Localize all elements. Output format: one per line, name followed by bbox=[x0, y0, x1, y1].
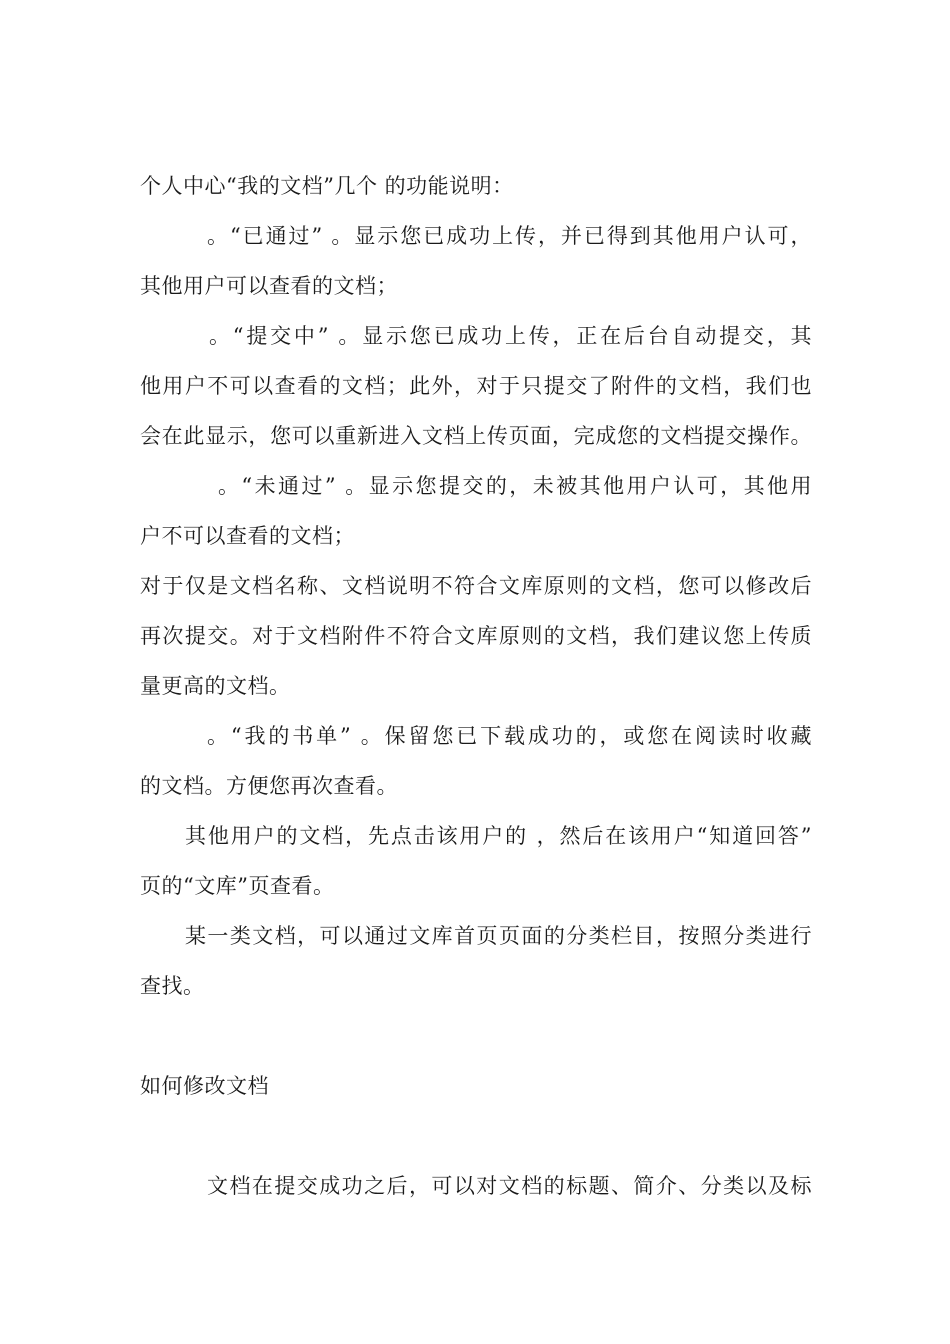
text-line-13: 的文档。方便您再次查看。 bbox=[140, 774, 398, 798]
text-line-12: 。“我的书单” 。保留您已下载成功的，或您在阅读时收藏 bbox=[207, 724, 812, 748]
text-line-8: 户不可以查看的文档； bbox=[140, 524, 355, 548]
text-line-9: 对于仅是文档名称、文档说明不符合文库原则的文档，您可以修改后 bbox=[140, 574, 812, 598]
text-line-2: 。“已通过” 。显示您已成功上传，并已得到其他用户认可， bbox=[207, 224, 812, 248]
text-line-5: 他用户不可以查看的文档；此外，对于只提交了附件的文档，我们也 bbox=[140, 374, 812, 398]
text-line-18: 文档在提交成功之后，可以对文档的标题、简介、分类以及标 bbox=[207, 1174, 812, 1198]
text-line-6: 会在此显示，您可以重新进入文档上传页面，完成您的文档提交操作。 bbox=[140, 424, 812, 448]
text-line-14: 其他用户的文档，先点击该用户的 ，然后在该用户“知道回答” bbox=[185, 824, 812, 848]
text-line-15: 页的“文库”页查看。 bbox=[140, 874, 335, 898]
text-line-11: 量更高的文档。 bbox=[140, 674, 291, 698]
text-line-17: 查找。 bbox=[140, 974, 205, 998]
text-line-7: 。“未通过” 。显示您提交的，未被其他用户认可，其他用 bbox=[218, 474, 812, 498]
text-line-10: 再次提交。对于文档附件不符合文库原则的文档，我们建议您上传质 bbox=[140, 624, 812, 648]
text-line-4: 。“提交中” 。显示您已成功上传，正在后台自动提交，其 bbox=[209, 324, 812, 348]
text-line-3: 其他用户可以查看的文档； bbox=[140, 274, 398, 298]
text-line-16: 某一类文档，可以通过文库首页页面的分类栏目，按照分类进行 bbox=[185, 924, 812, 948]
section-heading: 如何修改文档 bbox=[140, 1074, 269, 1098]
text-line-1: 个人中心“我的文档”几个 的功能说明： bbox=[140, 174, 514, 198]
